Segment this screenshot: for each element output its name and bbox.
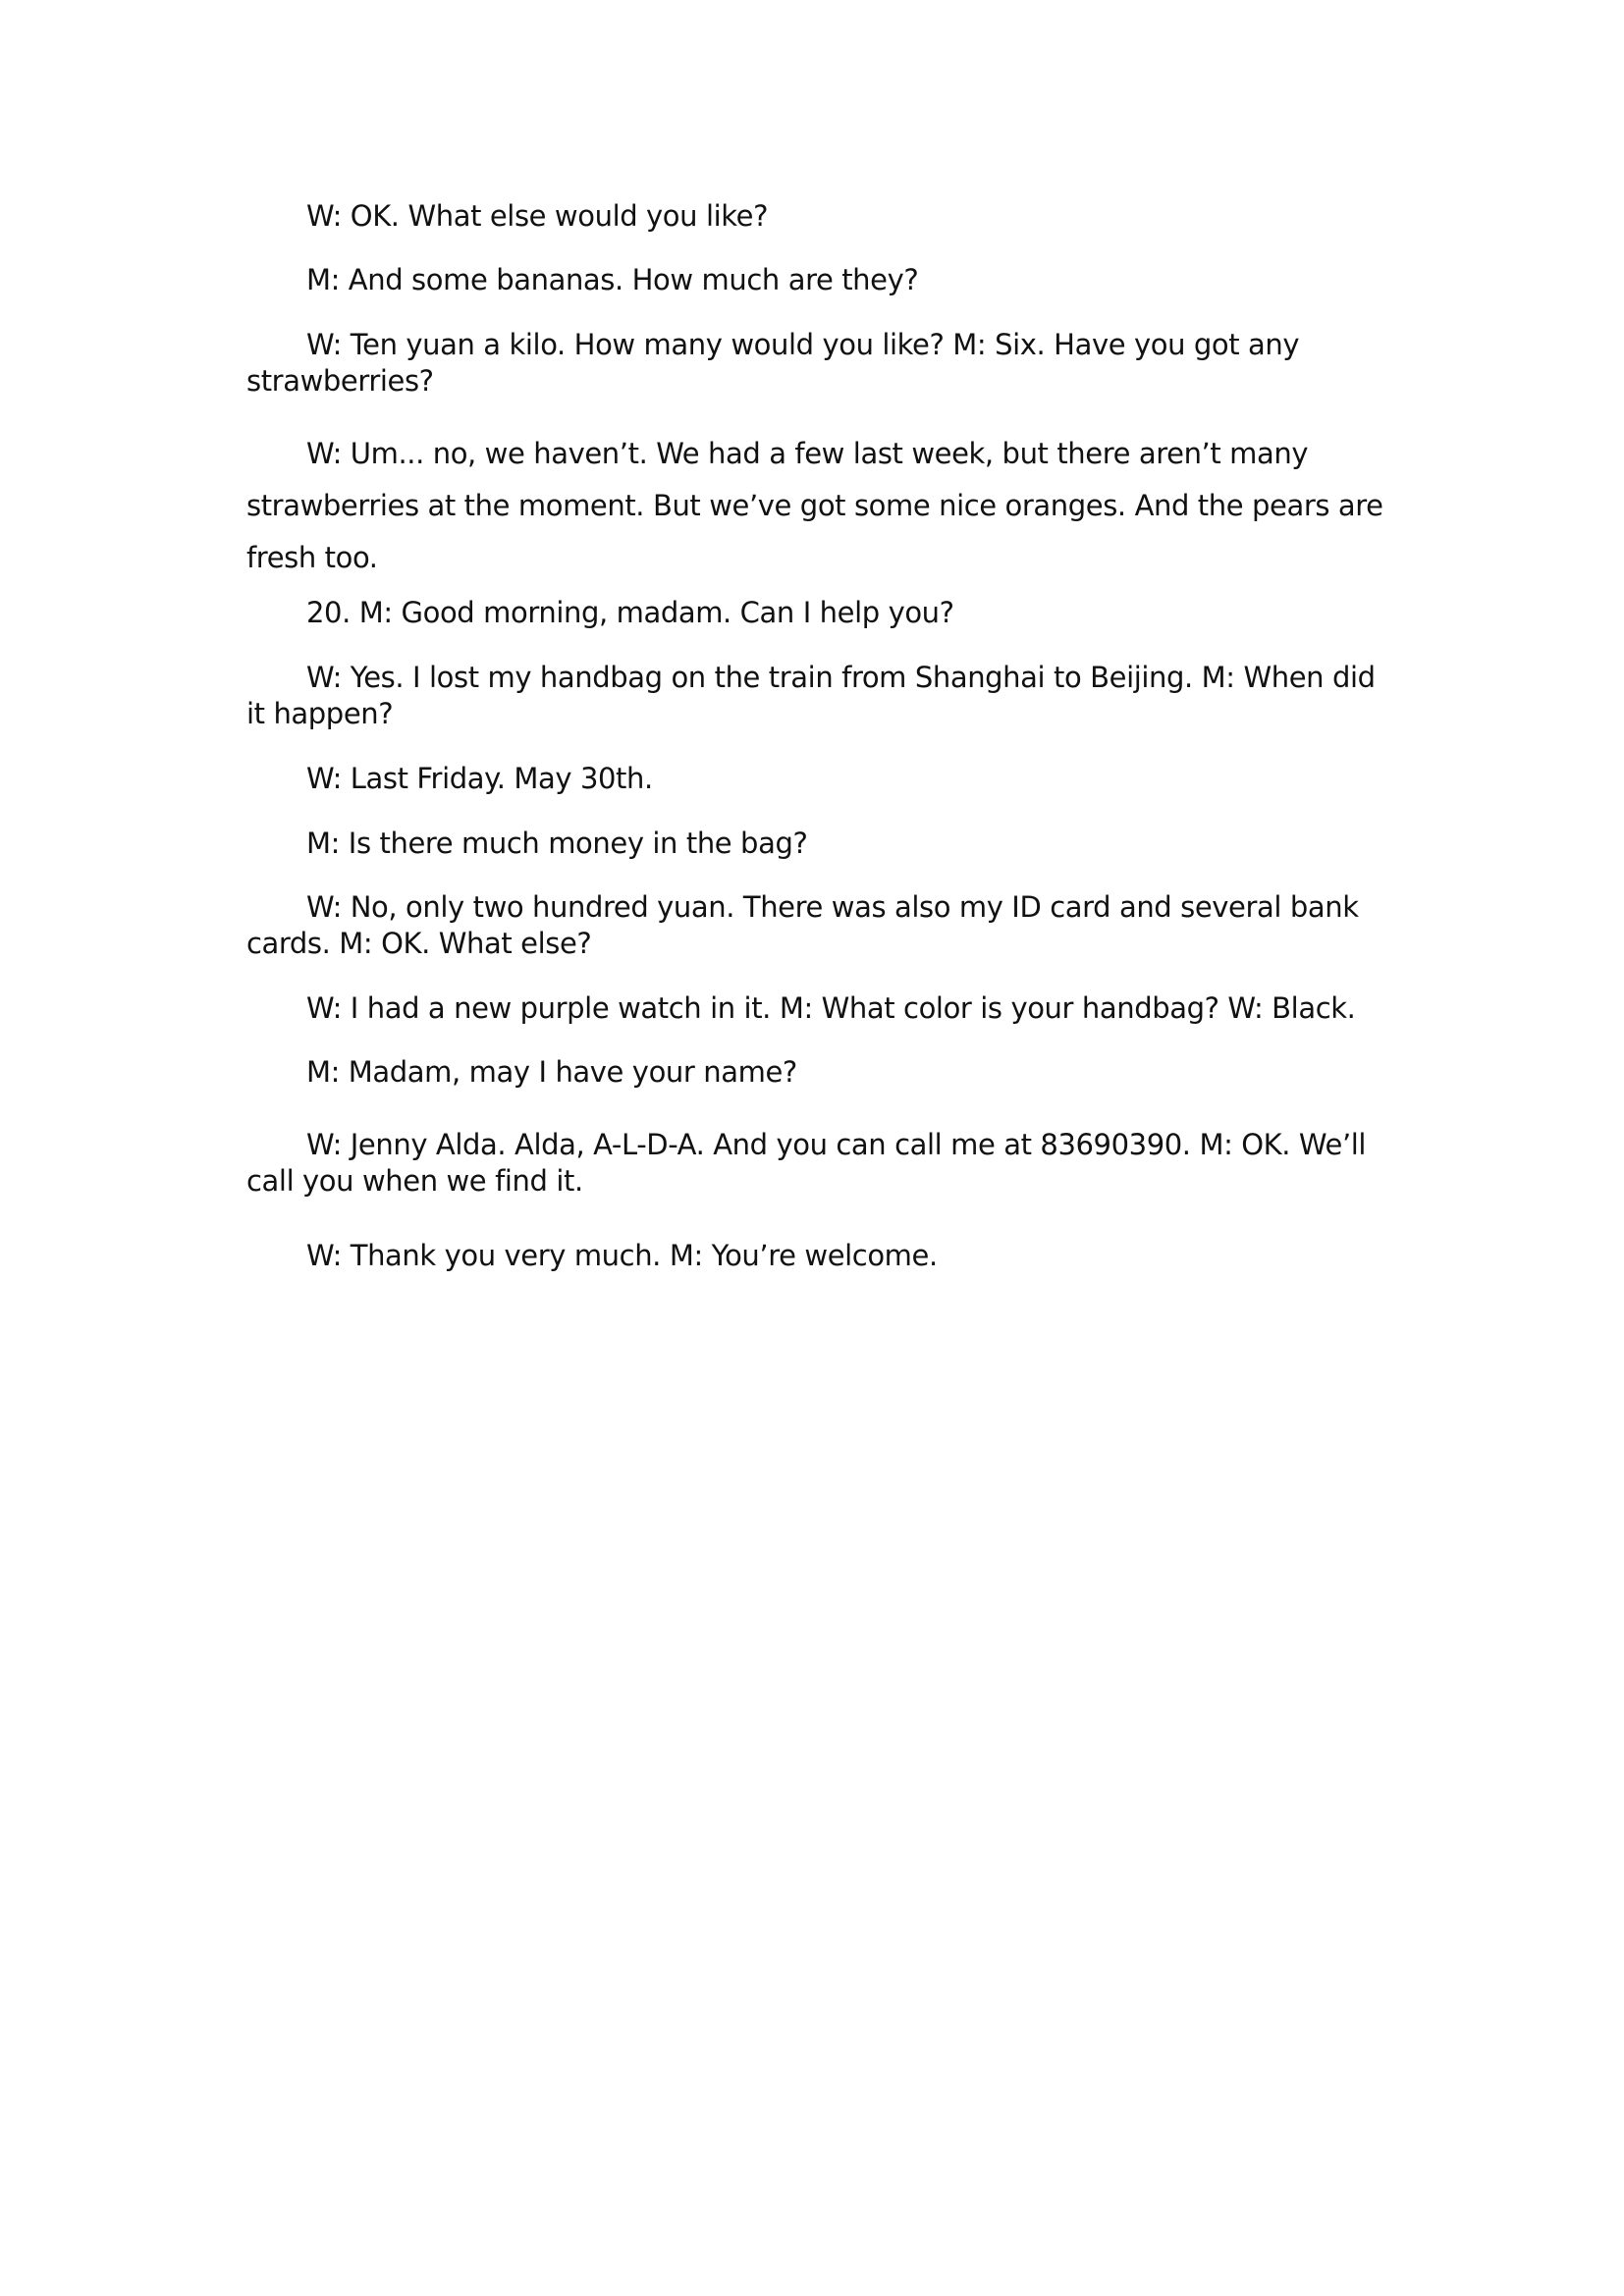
paragraph-5: 20. M: Good morning, madam. Can I help you? <box>306 596 954 629</box>
paragraph-9: W: No, only two hundred yuan. There was also my ID card and several bank cards. M: OK. What else? <box>246 890 1359 960</box>
paragraph-3: W: Ten yuan a kilo. How many would you like? M: Six. Have you got any strawberries? <box>246 328 1300 398</box>
paragraph-13: W: Thank you very much. M: You’re welcome. <box>306 1239 938 1272</box>
paragraph-12: W: Jenny Alda. Alda, A-L-D-A. And you can call me at 83690390. M: OK. We’ll call you when we find it. <box>246 1128 1367 1198</box>
paragraph-6: W: Yes. I lost my handbag on the train from Shanghai to Beijing. M: When did it happen? <box>246 661 1376 730</box>
paragraph-2: M: And some bananas. How much are they? <box>306 263 919 296</box>
paragraph-10: W: I had a new purple watch in it. M: What color is your handbag? W: Black. <box>306 991 1356 1025</box>
paragraph-8: M: Is there much money in the bag? <box>306 827 808 860</box>
paragraph-1: W: OK. What else would you like? <box>306 199 769 233</box>
paragraph-7: W: Last Friday. May 30th. <box>306 762 653 795</box>
paragraph-4: W: Um... no, we haven’t. We had a few last week, but there aren’t many strawberries at the moment. But we’ve got some nice oranges. And the pears are fresh too. <box>246 437 1383 574</box>
paragraph-11: M: Madam, may I have your name? <box>306 1055 797 1089</box>
